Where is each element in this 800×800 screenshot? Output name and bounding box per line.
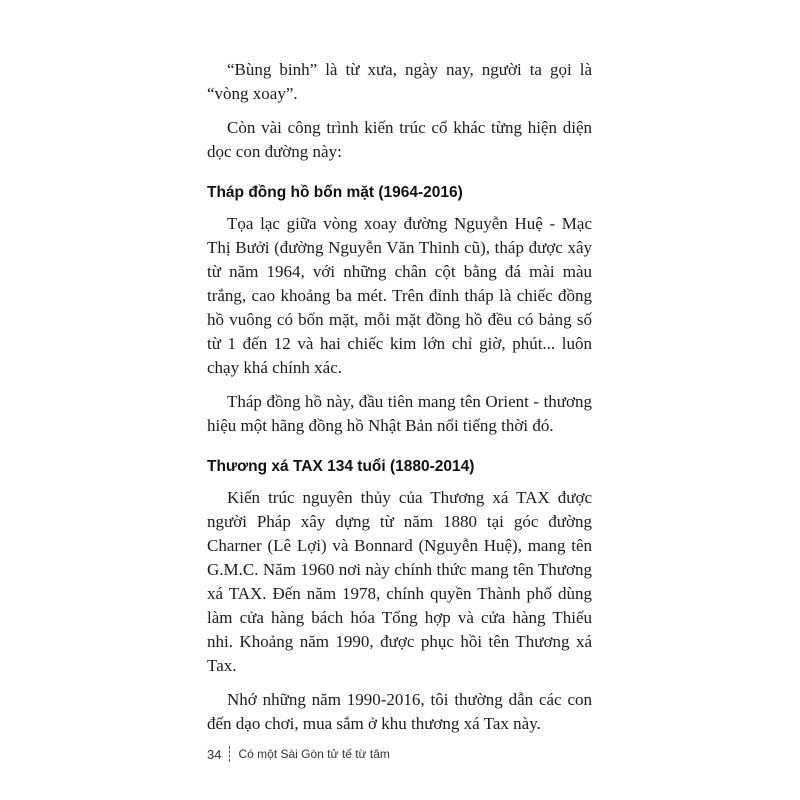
intro-paragraph-1: “Bùng binh” là từ xưa, ngày nay, người ta gọi là “vòng xoay”. [207,60,592,103]
page-footer [207,744,390,764]
tax-mall-paragraph-2: Nhớ những năm 1990-2016, tôi thường dẫn các con đến dạo chơi, mua sắm ở khu thương xá Tax này. [207,690,592,733]
page-body [207,58,592,746]
book-title: Có một Sài Gòn tử tế từ tâm [238,747,390,761]
clock-tower-paragraph-2: Tháp đồng hồ này, đầu tiên mang tên Orient - thương hiệu một hãng đồng hồ Nhật Bản nổi tiếng thời đó. [207,392,592,435]
intro-paragraph-2: Còn vài công trình kiến trúc cổ khác từng hiện diện dọc con đường này: [207,118,592,161]
clock-tower-paragraph-1: Tọa lạc giữa vòng xoay đường Nguyễn Huệ - Mạc Thị Bưởi (đường Nguyễn Văn Thinh cũ), tháp được xây từ năm 1964, với những chân cột bằng đá mài màu trắng, cao khoảng ba mét. Trên đỉnh tháp là chiếc đồng hồ vuông có bốn mặt, mỗi mặt đồng hồ đều có bảng số từ 1 đến 12 và hai chiếc kim lớn chỉ giờ, phút... luôn chạy khá chính xác. [207,214,592,377]
footer-divider [229,746,230,762]
section-heading-clock-tower: Tháp đồng hồ bốn mặt (1964-2016) [207,184,463,201]
section-heading-tax-mall: Thương xá TAX 134 tuổi (1880-2014) [207,458,475,475]
page-number: 34 [207,746,222,762]
tax-mall-paragraph-1: Kiến trúc nguyên thủy của Thương xá TAX được người Pháp xây dựng từ năm 1880 tại góc đường Charner (Lê Lợi) và Bonnard (Nguyễn Huệ), mang tên G.M.C. Năm 1960 nơi này chính thức mang tên Thương xá TAX. Đến năm 1978, chính quyền Thành phố dùng làm cửa hàng bách hóa Tổng hợp và cửa hàng Thiếu nhi. Khoảng năm 1990, được phục hồi tên Thương xá Tax. [207,488,592,675]
